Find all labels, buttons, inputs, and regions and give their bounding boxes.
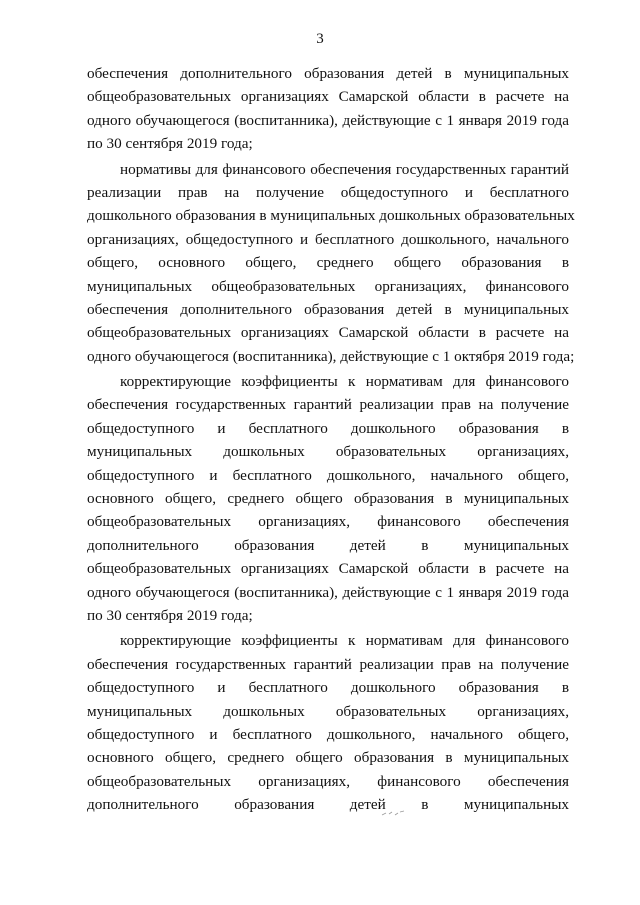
text-line: дополнительного образования детей в муниципальных: [87, 536, 569, 554]
text-line: общедоступного и бесплатного дошкольного, начального общего,: [87, 466, 569, 484]
paragraph: [87, 62, 569, 156]
text-line: дополнительного образования детей в муниципальных: [87, 796, 569, 814]
text-line: обеспечения государственных гарантий реализации прав на получение: [87, 396, 569, 414]
text-line: муниципальных дошкольных образовательных организациях,: [87, 702, 569, 720]
text-line: обеспечения дополнительного образования детей в муниципальных: [87, 300, 569, 318]
text-line: основного общего, среднего общего образования в муниципальных: [87, 749, 569, 767]
document-body: [87, 62, 575, 817]
text-line: по 30 сентября 2019 года;: [87, 135, 253, 153]
text-line: общеобразовательных организациях Самарской области в расчете на: [87, 88, 569, 106]
text-line: организациях, общедоступного и бесплатного дошкольного, начального: [87, 230, 569, 248]
text-line: муниципальных дошкольных образовательных организациях,: [87, 443, 569, 461]
scan-artifact: [380, 808, 406, 818]
text-line: одного обучающегося (воспитанника), действующие с 1 января 2019 года: [87, 583, 569, 601]
text-line: корректирующие коэффициенты к нормативам для финансового: [120, 373, 569, 391]
text-line: по 30 сентября 2019 года;: [87, 606, 253, 624]
paragraph: [87, 370, 569, 627]
text-line: корректирующие коэффициенты к нормативам для финансового: [120, 632, 569, 650]
text-line: общеобразовательных организациях Самарской области в расчете на: [87, 560, 569, 578]
text-line: общеобразовательных организациях Самарской области в расчете на: [87, 324, 569, 342]
page-number: 3: [316, 31, 324, 47]
text-line: основного общего, среднего общего образования в муниципальных: [87, 490, 569, 508]
text-line: общедоступного и бесплатного дошкольного образования в: [87, 679, 569, 697]
text-line: одного обучающегося (воспитанника), действующие с 1 октября 2019 года;: [87, 347, 575, 365]
text-line: одного обучающегося (воспитанника), действующие с 1 января 2019 года: [87, 111, 569, 129]
text-line: общедоступного и бесплатного дошкольного, начального общего,: [87, 725, 569, 743]
text-line: общеобразовательных организациях, финансового обеспечения: [87, 513, 569, 531]
text-line: общеобразовательных организациях, финансового обеспечения: [87, 772, 569, 790]
paragraph: [87, 158, 575, 369]
paragraph: [87, 629, 569, 816]
text-line: общего, основного общего, среднего общего образования в: [87, 254, 569, 272]
text-line: нормативы для финансового обеспечения государственных гарантий: [120, 160, 569, 178]
text-line: реализации прав на получение общедоступного и бесплатного: [87, 183, 569, 201]
text-line: дошкольного образования в муниципальных дошкольных образовательных: [87, 207, 575, 225]
text-line: общедоступного и бесплатного дошкольного образования в: [87, 419, 569, 437]
text-line: муниципальных общеобразовательных организациях, финансового: [87, 277, 569, 295]
text-line: обеспечения дополнительного образования детей в муниципальных: [87, 65, 569, 82]
text-line: обеспечения государственных гарантий реализации прав на получение: [87, 655, 569, 673]
